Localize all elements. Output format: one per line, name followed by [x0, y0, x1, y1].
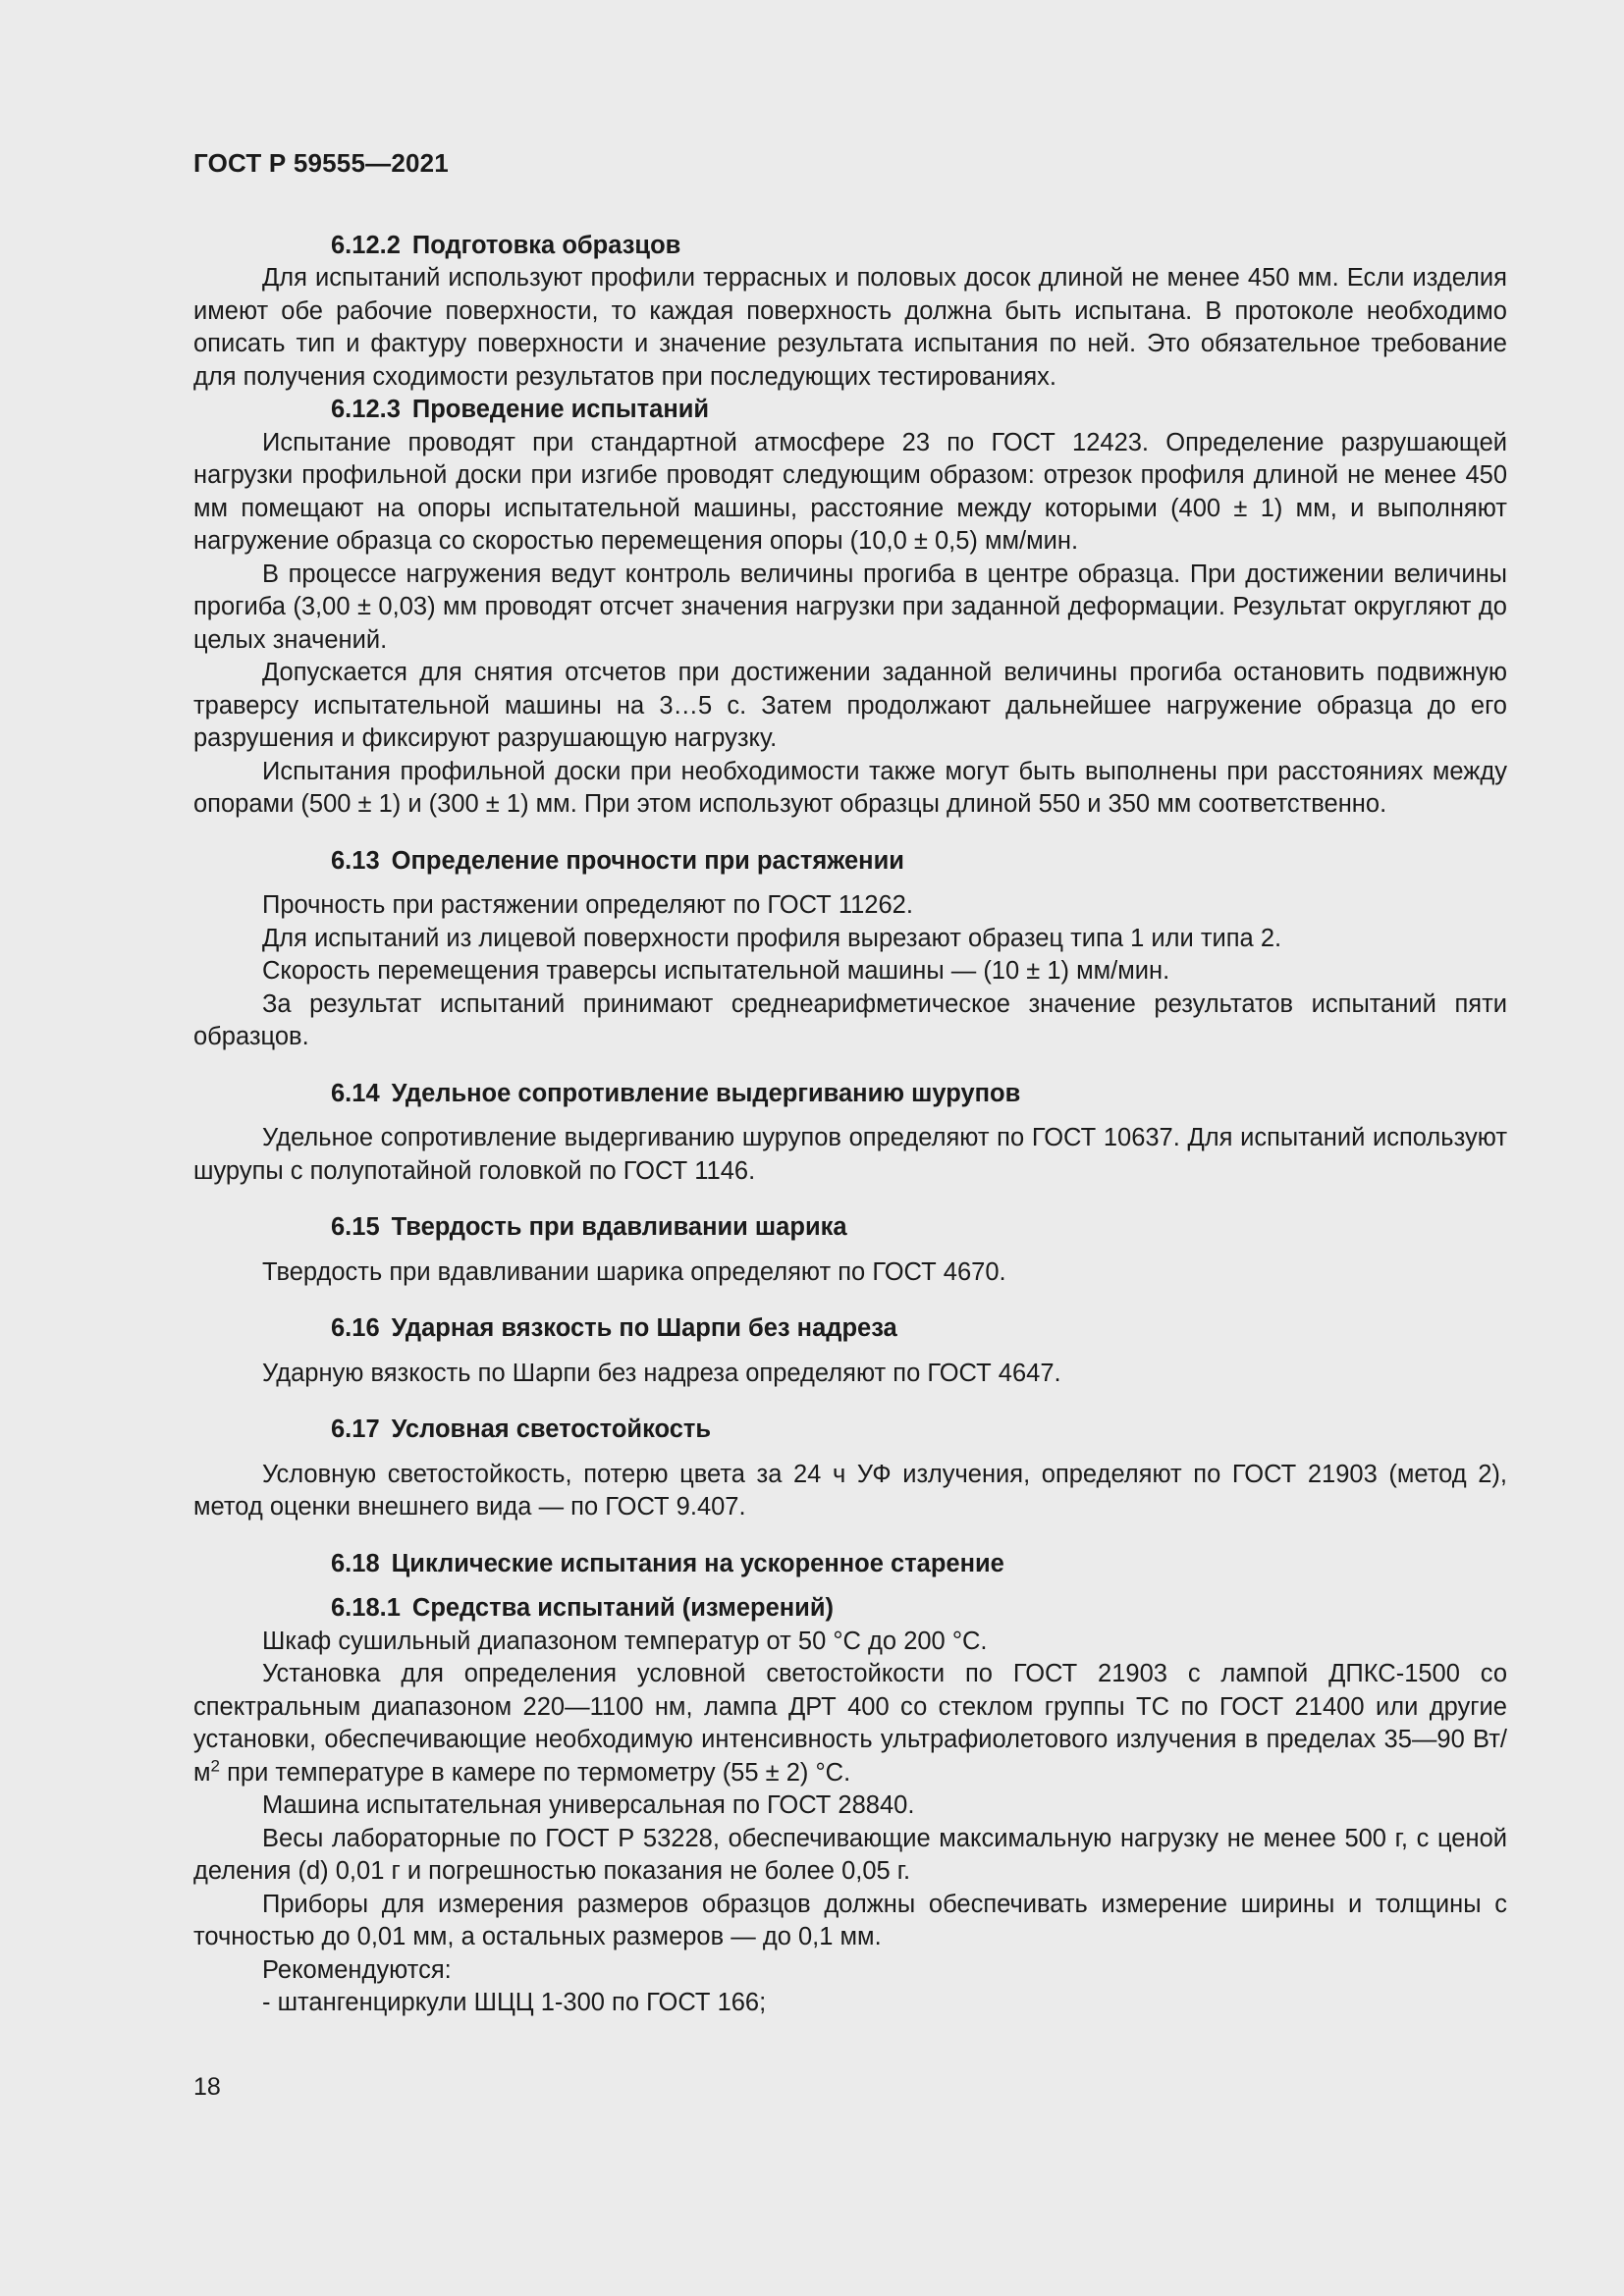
paragraph: Весы лабораторные по ГОСТ Р 53228, обеспечивающие максимальную нагрузку не менее 500 г, с ценой деления (d) 0,01 г и погрешностью показания не более 0,05 г.	[193, 1824, 1507, 1885]
paragraph: Удельное сопротивление выдергиванию шурупов определяют по ГОСТ 10637. Для испытаний используют шурупы с полупотайной головкой по ГОСТ 1146.	[193, 1124, 1507, 1185]
text-run: Установка для определения условной светостойкости по ГОСТ 21903 с лампой ДПКС-1500 со спектральным диапазоном 220—1100 нм, лампа ДРТ 400 со стеклом группы ТС по ГОСТ 21400 или другие установки, обеспечивающие необходимую интенсивность ультрафиолетового излучения в пределах 35—90 Вт/м	[193, 1660, 1507, 1787]
heading-6-15	[193, 1211, 1507, 1245]
page-number: 18	[193, 2073, 221, 2101]
paragraph: Допускается для снятия отсчетов при достижении заданной величины прогиба остановить подвижную траверсу испытательной машины на 3…5 с. Затем продолжают дальнейшее нагружение образца до его разрушения и фиксируют разрушающую нагрузку.	[193, 659, 1507, 752]
paragraph: Скорость перемещения траверсы испытательной машины — (10 ± 1) мм/мин.	[262, 957, 1170, 985]
heading-6-18	[193, 1548, 1507, 1581]
heading-6-17	[193, 1414, 1507, 1447]
paragraph: Твердость при вдавливании шарика определяют по ГОСТ 4670.	[262, 1257, 1006, 1286]
section-number: 6.17	[331, 1415, 380, 1443]
document-page	[193, 147, 1507, 2020]
section-title: Ударная вязкость по Шарпи без надреза	[391, 1314, 897, 1342]
heading-6-14	[193, 1078, 1507, 1111]
heading-6-16	[193, 1312, 1507, 1346]
paragraph: Приборы для измерения размеров образцов должны обеспечивать измерение ширины и толщины с точностью до 0,01 мм, а остальных размеров — до 0,1 мм.	[193, 1890, 1507, 1950]
section-title: Средства испытаний (измерений)	[411, 1594, 835, 1622]
section-title: Определение прочности при растяжении	[391, 846, 904, 875]
paragraph: За результат испытаний принимают среднеарифметическое значение результатов испытаний пяти образцов.	[193, 989, 1507, 1050]
section-number: 6.12.3	[331, 396, 401, 423]
paragraph: Для испытаний из лицевой поверхности профиля вырезают образец типа 1 или типа 2.	[262, 924, 1282, 952]
heading-6-12-3	[193, 394, 1507, 427]
heading-6-12-2	[193, 230, 1507, 263]
paragraph: Машина испытательная универсальная по ГОСТ 28840.	[262, 1791, 915, 1819]
text-run: при температуре в камере по термометру (55 ± 2) °С.	[220, 1758, 851, 1787]
section-number: 6.18.1	[331, 1594, 401, 1622]
heading-6-18-1	[193, 1592, 1507, 1626]
section-title: Циклические испытания на ускоренное старение	[391, 1549, 1004, 1577]
section-title: Проведение испытаний	[411, 396, 710, 423]
section-number: 6.18	[331, 1549, 380, 1577]
section-title: Удельное сопротивление выдергиванию шурупов	[391, 1079, 1021, 1107]
list-item: - штангенциркули ШЦЦ 1-300 по ГОСТ 166;	[262, 1989, 767, 2016]
document-header: ГОСТ Р 59555—2021	[193, 148, 449, 178]
section-number: 6.12.2	[331, 231, 401, 259]
section-title: Подготовка образцов	[411, 231, 681, 259]
paragraph: Ударную вязкость по Шарпи без надреза определяют по ГОСТ 4647.	[262, 1359, 1061, 1387]
paragraph: Прочность при растяжении определяют по ГОСТ 11262.	[262, 891, 913, 919]
section-number: 6.15	[331, 1213, 380, 1241]
section-number: 6.14	[331, 1079, 380, 1107]
paragraph: В процессе нагружения ведут контроль величины прогиба в центре образца. При достижении величины прогиба (3,00 ± 0,03) мм проводят отсчет значения нагрузки при заданной деформации. Результат округляют до целых значений.	[193, 560, 1507, 654]
paragraph: Условную светостойкость, потерю цвета за 24 ч УФ излучения, определяют по ГОСТ 21903 (метод 2), метод оценки внешнего вида — по ГОСТ 9.407.	[193, 1460, 1507, 1521]
paragraph: Рекомендуются:	[262, 1955, 452, 1984]
superscript: 2	[210, 1756, 220, 1775]
paragraph-with-superscript	[193, 1658, 1507, 1789]
paragraph: Испытания профильной доски при необходимости также могут быть выполнены при расстояниях между опорами (500 ± 1) и (300 ± 1) мм. При этом используют образцы длиной 550 и 350 мм соответственно.	[193, 757, 1507, 818]
heading-6-13	[193, 845, 1507, 879]
section-title: Условная светостойкость	[391, 1415, 712, 1443]
section-number: 6.16	[331, 1314, 380, 1342]
paragraph: Шкаф сушильный диапазоном температур от 50 °С до 200 °С.	[262, 1627, 988, 1655]
section-title: Твердость при вдавливании шарика	[391, 1213, 847, 1241]
section-number: 6.13	[331, 846, 380, 875]
paragraph: Испытание проводят при стандартной атмосфере 23 по ГОСТ 12423. Определение разрушающей нагрузки профильной доски при изгибе проводят следующим образом: отрезок профиля длиной не менее 450 мм помещают на опоры испытательной машины, расстояние между которыми (400 ± 1) мм, и выполняют нагружение образца со скоростью перемещения опоры (10,0 ± 0,5) мм/мин.	[193, 428, 1507, 555]
paragraph: Для испытаний используют профили террасных и половых досок длиной не менее 450 мм. Если изделия имеют обе рабочие поверхности, то каждая поверхность должна быть испытана. В протоколе необходимо описать тип и фактуру поверхности и значение результата испытания по ней. Это обязательное требование для получения сходимости результатов при последующих тестированиях.	[193, 264, 1507, 391]
